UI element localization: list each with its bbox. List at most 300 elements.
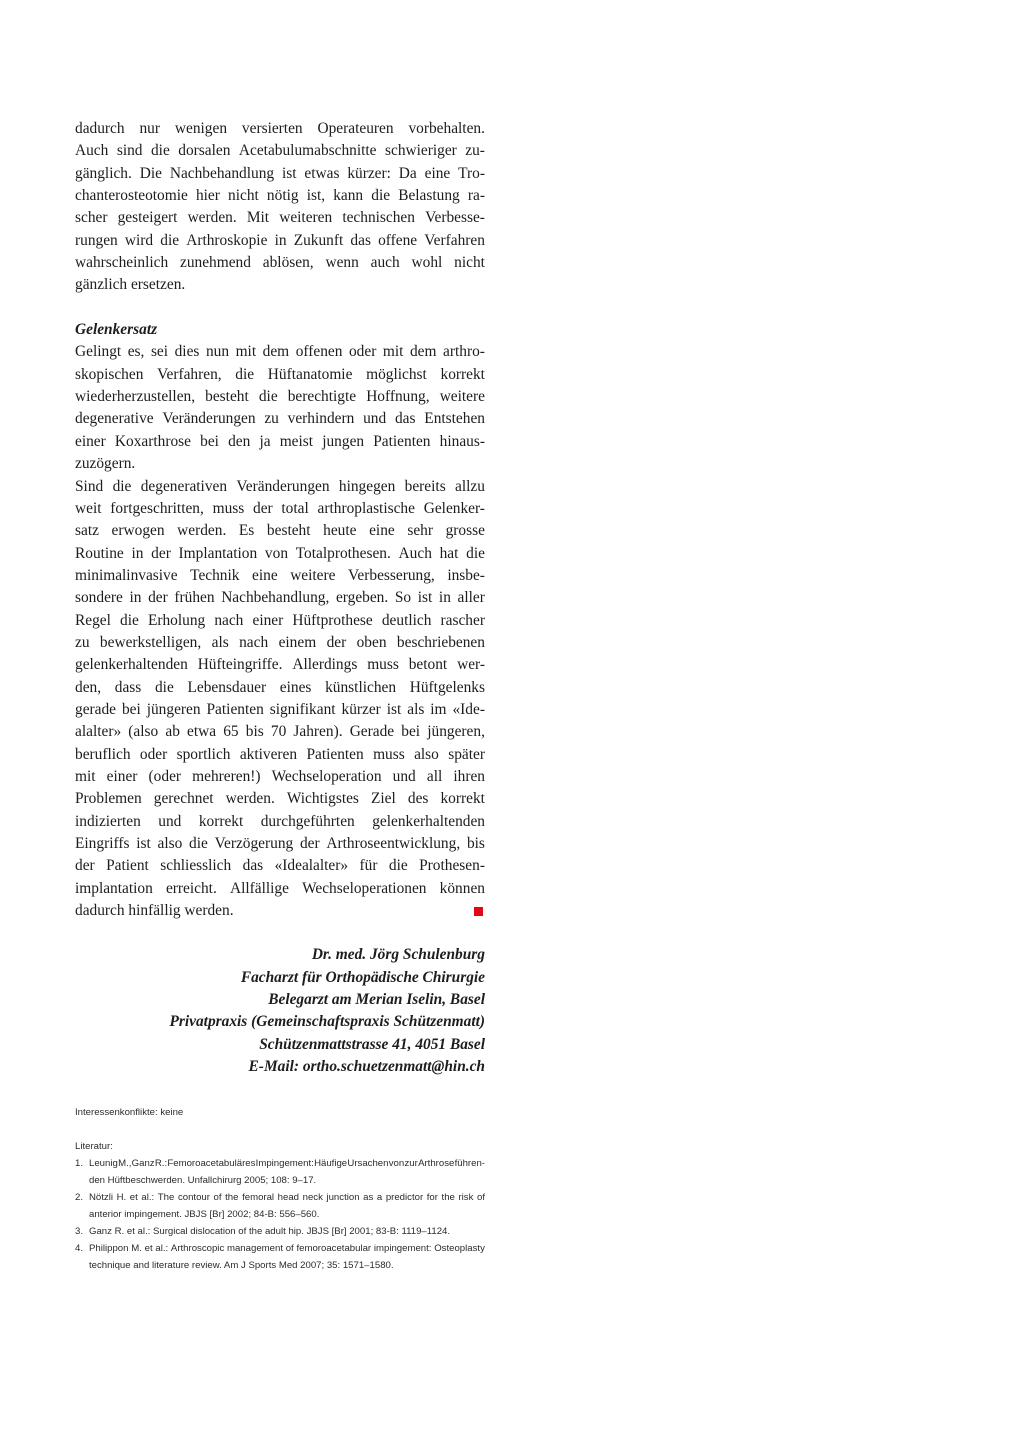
word: ablösen, xyxy=(262,254,314,272)
reference-line: Ganz R. et al.: Surgical dislocation of the adult hip. JBJS [Br] 2001; 83-B: 1119–1124. xyxy=(89,1226,451,1238)
word: jüngeren xyxy=(146,700,201,718)
word: Auch xyxy=(75,142,109,160)
word: M. xyxy=(131,1243,142,1255)
word: Verzögerung xyxy=(214,835,294,852)
word: Prothesen- xyxy=(419,857,485,875)
word: rascher xyxy=(440,611,485,629)
word: können xyxy=(439,879,485,897)
word: offenen xyxy=(295,343,343,361)
text-line xyxy=(75,744,485,766)
word: zu xyxy=(75,633,90,651)
word: 65 xyxy=(223,723,239,741)
word: Die xyxy=(139,164,162,182)
word: dorsalen xyxy=(178,142,231,160)
text-line xyxy=(75,543,485,565)
word: versierten xyxy=(241,120,303,137)
word: ist, xyxy=(306,187,326,205)
word: ergeben. xyxy=(335,589,389,607)
text-line xyxy=(75,677,485,699)
word: femoral xyxy=(242,1192,275,1204)
word: Totalprothesen. xyxy=(295,544,391,562)
word: Wechseloperationen xyxy=(302,879,427,897)
word: eine xyxy=(424,164,451,182)
word: dadurch xyxy=(75,120,125,137)
word: etwas xyxy=(304,164,340,182)
word: später xyxy=(448,745,485,763)
word: Nötzli xyxy=(89,1192,113,1204)
word: korrekt xyxy=(440,365,485,383)
word: Routine xyxy=(75,544,124,562)
word: skopischen xyxy=(75,365,144,383)
word: die xyxy=(160,231,180,249)
word: Gerade xyxy=(349,723,395,741)
text-line xyxy=(75,610,485,632)
section-heading: Gelenkersatz xyxy=(75,321,158,339)
word: also xyxy=(414,745,439,763)
word: eine xyxy=(252,566,278,584)
word: weiteren xyxy=(279,209,333,227)
word: aktiveren xyxy=(239,745,298,763)
word: heute xyxy=(323,522,357,540)
word: satz xyxy=(75,522,99,540)
word: Femoroacetabuläres xyxy=(167,1158,256,1170)
word: in xyxy=(438,589,451,607)
word: nach xyxy=(214,611,244,629)
word: wer- xyxy=(457,656,485,674)
word: chanterosteotomie xyxy=(75,187,188,205)
word: Auch xyxy=(398,544,432,562)
word: der xyxy=(148,589,168,607)
word: Arthroskopie xyxy=(186,231,268,249)
word: wenn xyxy=(325,254,359,272)
word: ist xyxy=(417,589,433,607)
reference-list xyxy=(75,1155,485,1274)
word: Allerdings xyxy=(292,656,358,674)
word: implantation xyxy=(75,879,153,897)
text-line: dadurch hinfällig werden. xyxy=(75,902,234,920)
text-line xyxy=(75,252,485,274)
word: ist xyxy=(386,700,402,718)
word: indizierten xyxy=(75,812,141,830)
word: Implantation xyxy=(178,544,258,562)
word: Häufige xyxy=(314,1158,348,1170)
reference-item xyxy=(75,1155,485,1189)
text-line xyxy=(75,721,485,743)
word: im xyxy=(430,700,447,718)
word: degenerative xyxy=(75,410,154,428)
word: Hüftgelenks xyxy=(409,678,485,696)
word: korrekt xyxy=(440,790,485,808)
word: Entstehen xyxy=(424,410,485,428)
word: zunehmend xyxy=(180,254,251,272)
word: contour xyxy=(177,1192,210,1204)
word: die xyxy=(466,544,485,562)
word: beruflich xyxy=(75,745,131,763)
word: Verfahren, xyxy=(157,365,222,383)
word: junction xyxy=(326,1192,360,1204)
word: ist xyxy=(281,164,297,182)
text-line xyxy=(75,654,485,676)
word: werden. xyxy=(187,209,237,227)
paragraph-3 xyxy=(75,476,485,923)
word: das xyxy=(350,231,371,249)
word: H. xyxy=(116,1192,127,1204)
word: Lebensdauer xyxy=(187,678,267,696)
word: Allfällige xyxy=(229,879,289,897)
word: also xyxy=(157,835,183,852)
word: technischen xyxy=(342,209,415,227)
word: von xyxy=(388,1158,405,1170)
word: arthro- xyxy=(443,343,485,361)
word: Ganz xyxy=(131,1158,155,1170)
word: sondere xyxy=(75,589,123,607)
author-affiliation: Belegarzt am Merian Iselin, Basel xyxy=(268,991,485,1009)
reference-line xyxy=(89,1240,485,1257)
text-line xyxy=(75,498,485,520)
word: muss xyxy=(212,499,245,517)
word: einer xyxy=(106,767,138,785)
word: Hüfteingriffe. xyxy=(197,656,283,674)
author-title: Facharzt für Orthopädische Chirurgie xyxy=(240,968,485,986)
text-line xyxy=(75,207,485,229)
word: berechtigte xyxy=(287,388,357,406)
reference-item xyxy=(75,1223,485,1240)
word: Patienten xyxy=(373,432,431,450)
word: Nachbehandlung, xyxy=(221,589,330,607)
word: für xyxy=(359,857,378,875)
word: etwa xyxy=(187,723,217,741)
word: nicht xyxy=(454,254,485,272)
word: the xyxy=(225,1192,239,1204)
word: 70 xyxy=(270,723,287,741)
word: So xyxy=(394,589,412,607)
word: einer xyxy=(75,432,106,450)
reference-number: 1. xyxy=(75,1158,84,1170)
word: The xyxy=(157,1192,175,1204)
word: der xyxy=(151,544,171,562)
word: werden. xyxy=(225,790,275,808)
word: schwieriger xyxy=(385,142,457,160)
word: die xyxy=(112,477,132,495)
word: hier xyxy=(195,187,220,205)
word: signifikant xyxy=(269,700,336,718)
text-line xyxy=(75,833,485,855)
word: der xyxy=(75,857,95,875)
word: degenerativen xyxy=(140,477,228,495)
reference-line xyxy=(89,1189,485,1206)
word: gelenkerhaltenden xyxy=(372,812,485,830)
word: Verfahren xyxy=(424,231,485,249)
word: bei xyxy=(121,700,141,718)
word: wohl xyxy=(411,254,443,272)
word: den xyxy=(228,432,251,450)
word: impingement: xyxy=(373,1243,432,1255)
text-line xyxy=(75,587,485,609)
word: und xyxy=(363,410,387,428)
word: verhindern xyxy=(287,410,355,428)
word: einem xyxy=(278,633,317,651)
word: meist xyxy=(279,432,314,450)
word: Technik xyxy=(190,566,240,584)
word: wiederherzustellen, xyxy=(75,388,196,406)
word: wenigen xyxy=(174,120,228,137)
word: «Idealalter» xyxy=(274,857,349,875)
word: in xyxy=(274,231,287,249)
word: Erholung xyxy=(147,611,206,629)
word: ra- xyxy=(467,187,485,205)
word: Ursachen xyxy=(347,1158,389,1170)
author-address: Schützenmattstrasse 41, 4051 Basel xyxy=(259,1035,485,1053)
word: das xyxy=(242,857,264,875)
word: den, xyxy=(75,678,102,696)
word: (also xyxy=(128,723,159,741)
text-line xyxy=(75,140,485,162)
word: vorbehalten. xyxy=(408,120,485,137)
word: aller xyxy=(457,589,485,607)
word: mehreren!) xyxy=(192,767,261,785)
word: Ziel xyxy=(371,790,396,808)
word: scher xyxy=(75,209,108,227)
word: predictor xyxy=(385,1192,424,1204)
text-line xyxy=(75,766,485,788)
word: künstlichen xyxy=(325,678,397,696)
word: in xyxy=(131,544,144,562)
word: Sind xyxy=(75,477,104,495)
reference-number: 2. xyxy=(75,1192,84,1204)
word: rungen xyxy=(75,231,118,249)
reference-number: 4. xyxy=(75,1243,84,1255)
word: gesteigert xyxy=(117,209,178,227)
word: bis xyxy=(466,835,485,852)
text-line xyxy=(75,878,485,900)
word: «Ide- xyxy=(452,700,485,718)
word: es, xyxy=(127,343,145,361)
word: jüngeren, xyxy=(427,723,485,741)
word: Gelenker- xyxy=(423,499,485,517)
word: zu- xyxy=(465,142,485,160)
word: Regel xyxy=(75,611,111,629)
word: Nachbehandlung xyxy=(169,164,275,182)
word: des xyxy=(407,790,429,808)
word: gerechnet xyxy=(153,790,214,808)
word: Impingement: xyxy=(255,1158,314,1170)
word: the xyxy=(441,1192,455,1204)
text-line xyxy=(75,408,485,430)
word: al.: xyxy=(141,1192,155,1204)
word: femoroacetabular xyxy=(296,1243,372,1255)
reference-line: anterior impingement. JBJS [Br] 2002; 84-B: 556–560. xyxy=(89,1209,320,1221)
word: beschriebenen xyxy=(396,633,485,651)
word: Wichtigstes xyxy=(286,790,359,808)
word: eines xyxy=(279,678,312,696)
word: mit xyxy=(235,343,257,361)
word: Jahren). xyxy=(293,723,343,741)
word: schliesslich xyxy=(160,857,232,875)
word: weit xyxy=(75,499,102,517)
article-column xyxy=(75,118,485,1274)
author-email: E-Mail: ortho.schuetzenmatt@hin.ch xyxy=(248,1058,485,1076)
word: Belastung xyxy=(398,187,460,205)
word: hat xyxy=(439,544,459,562)
word: offene xyxy=(378,231,418,249)
word: Osteoplasty xyxy=(434,1243,485,1255)
word: oder xyxy=(139,745,168,763)
word: dass xyxy=(114,678,142,696)
word: Problemen xyxy=(75,790,142,808)
word: erreicht. xyxy=(165,879,217,897)
word: kürzer: xyxy=(347,164,391,182)
end-of-article-mark xyxy=(474,907,483,916)
text-line: zuzögern. xyxy=(75,455,136,473)
word: die xyxy=(189,835,208,852)
word: bei xyxy=(401,723,421,741)
reference-item xyxy=(75,1189,485,1223)
word: as xyxy=(363,1192,374,1204)
text-line xyxy=(75,230,485,252)
text-line xyxy=(75,811,485,833)
word: bei xyxy=(200,432,219,450)
text-line xyxy=(75,520,485,542)
word: einer xyxy=(252,611,284,629)
word: korrekt xyxy=(198,812,244,830)
word: Da xyxy=(398,164,417,182)
paragraph-1 xyxy=(75,118,485,297)
word: Hüftanatomie xyxy=(267,365,353,383)
word: allzu xyxy=(455,477,485,495)
text-line xyxy=(75,565,485,587)
word: hinaus- xyxy=(439,432,485,450)
word: als xyxy=(407,700,425,718)
paragraph-gap xyxy=(75,297,485,319)
word: oder xyxy=(348,343,377,361)
word: durchgeführten xyxy=(260,812,355,830)
word: deutlich xyxy=(381,611,432,629)
word: Verbesserung, xyxy=(348,566,435,584)
word: bis xyxy=(245,723,264,741)
word: frühen xyxy=(174,589,215,607)
word: wahrscheinlich xyxy=(75,254,169,272)
text-line xyxy=(75,118,485,140)
text-line xyxy=(75,632,485,654)
word: jungen xyxy=(322,432,365,450)
word: Koxarthrose xyxy=(114,432,191,450)
word: Eingriffs xyxy=(75,835,130,852)
word: muss xyxy=(373,745,405,763)
word: zu xyxy=(264,410,279,428)
word: gänglich. xyxy=(75,164,132,182)
word: besteht xyxy=(205,388,249,406)
word: die xyxy=(371,187,391,205)
word: Hoffnung, xyxy=(366,388,430,406)
word: besteht xyxy=(266,522,311,540)
word: dem xyxy=(262,343,290,361)
word: muss xyxy=(367,656,399,674)
word: kürzer xyxy=(341,700,381,718)
author-signature xyxy=(75,944,485,1078)
word: Es xyxy=(238,522,255,540)
word: die xyxy=(154,678,174,696)
reference-item xyxy=(75,1240,485,1274)
word: erwogen xyxy=(111,522,165,540)
word: ab xyxy=(165,723,180,741)
word: oben xyxy=(356,633,387,651)
word: führen- xyxy=(454,1158,485,1170)
word: eine xyxy=(369,522,395,540)
word: alalter» xyxy=(75,723,122,741)
word: die xyxy=(235,365,255,383)
word: Zukunft xyxy=(293,231,344,249)
word: of xyxy=(476,1192,485,1204)
text-line xyxy=(75,386,485,408)
word: Tro- xyxy=(458,164,485,182)
text-line xyxy=(75,185,485,207)
text-line: gänzlich ersetzen. xyxy=(75,276,186,294)
word: ihren xyxy=(453,767,485,785)
word: der xyxy=(326,633,347,651)
word: als xyxy=(211,633,229,651)
word: der xyxy=(253,499,273,517)
text-line xyxy=(75,476,485,498)
word: Veränderungen xyxy=(162,410,256,428)
word: et xyxy=(129,1192,138,1204)
word: sei xyxy=(150,343,169,361)
word: die xyxy=(120,611,139,629)
word: (oder xyxy=(148,767,182,785)
word: ja xyxy=(259,432,271,450)
word: M., xyxy=(118,1158,132,1170)
word: nur xyxy=(139,120,160,137)
word: minimalinvasive xyxy=(75,566,178,584)
word: zur xyxy=(404,1158,418,1170)
word: Acetabulumabschnitte xyxy=(238,142,377,160)
word: nicht xyxy=(228,187,259,205)
word: sportlich xyxy=(176,745,231,763)
word: Patient xyxy=(106,857,149,875)
text-line xyxy=(75,364,485,386)
word: of xyxy=(213,1192,222,1204)
final-line-row xyxy=(75,900,485,922)
word: mit xyxy=(75,767,96,785)
word: bewerkstelligen, xyxy=(99,633,202,651)
word: weitere xyxy=(290,566,336,584)
reference-number: 3. xyxy=(75,1226,84,1238)
word: nun xyxy=(205,343,230,361)
text-line xyxy=(75,431,485,453)
word: sehr xyxy=(407,522,433,540)
word: auch xyxy=(370,254,400,272)
word: arthroplastische xyxy=(317,499,415,517)
word: und xyxy=(392,767,416,785)
word: Patienten xyxy=(306,745,364,763)
text-line xyxy=(75,855,485,877)
word: grosse xyxy=(445,522,485,540)
word: betont xyxy=(408,656,448,674)
paragraph-2 xyxy=(75,341,485,475)
word: head xyxy=(277,1192,300,1204)
author-name: Dr. med. Jörg Schulenburg xyxy=(311,946,485,964)
word: insbe- xyxy=(447,566,485,584)
word: hingegen xyxy=(338,477,396,495)
word: Arthroseentwicklung, xyxy=(326,835,461,852)
word: sind xyxy=(116,142,143,160)
word: et xyxy=(144,1243,153,1255)
word: die xyxy=(258,388,278,406)
text-line xyxy=(75,699,485,721)
reference-line xyxy=(89,1155,485,1172)
word: gerade xyxy=(75,700,117,718)
word: R.: xyxy=(154,1158,168,1170)
text-line xyxy=(75,788,485,810)
